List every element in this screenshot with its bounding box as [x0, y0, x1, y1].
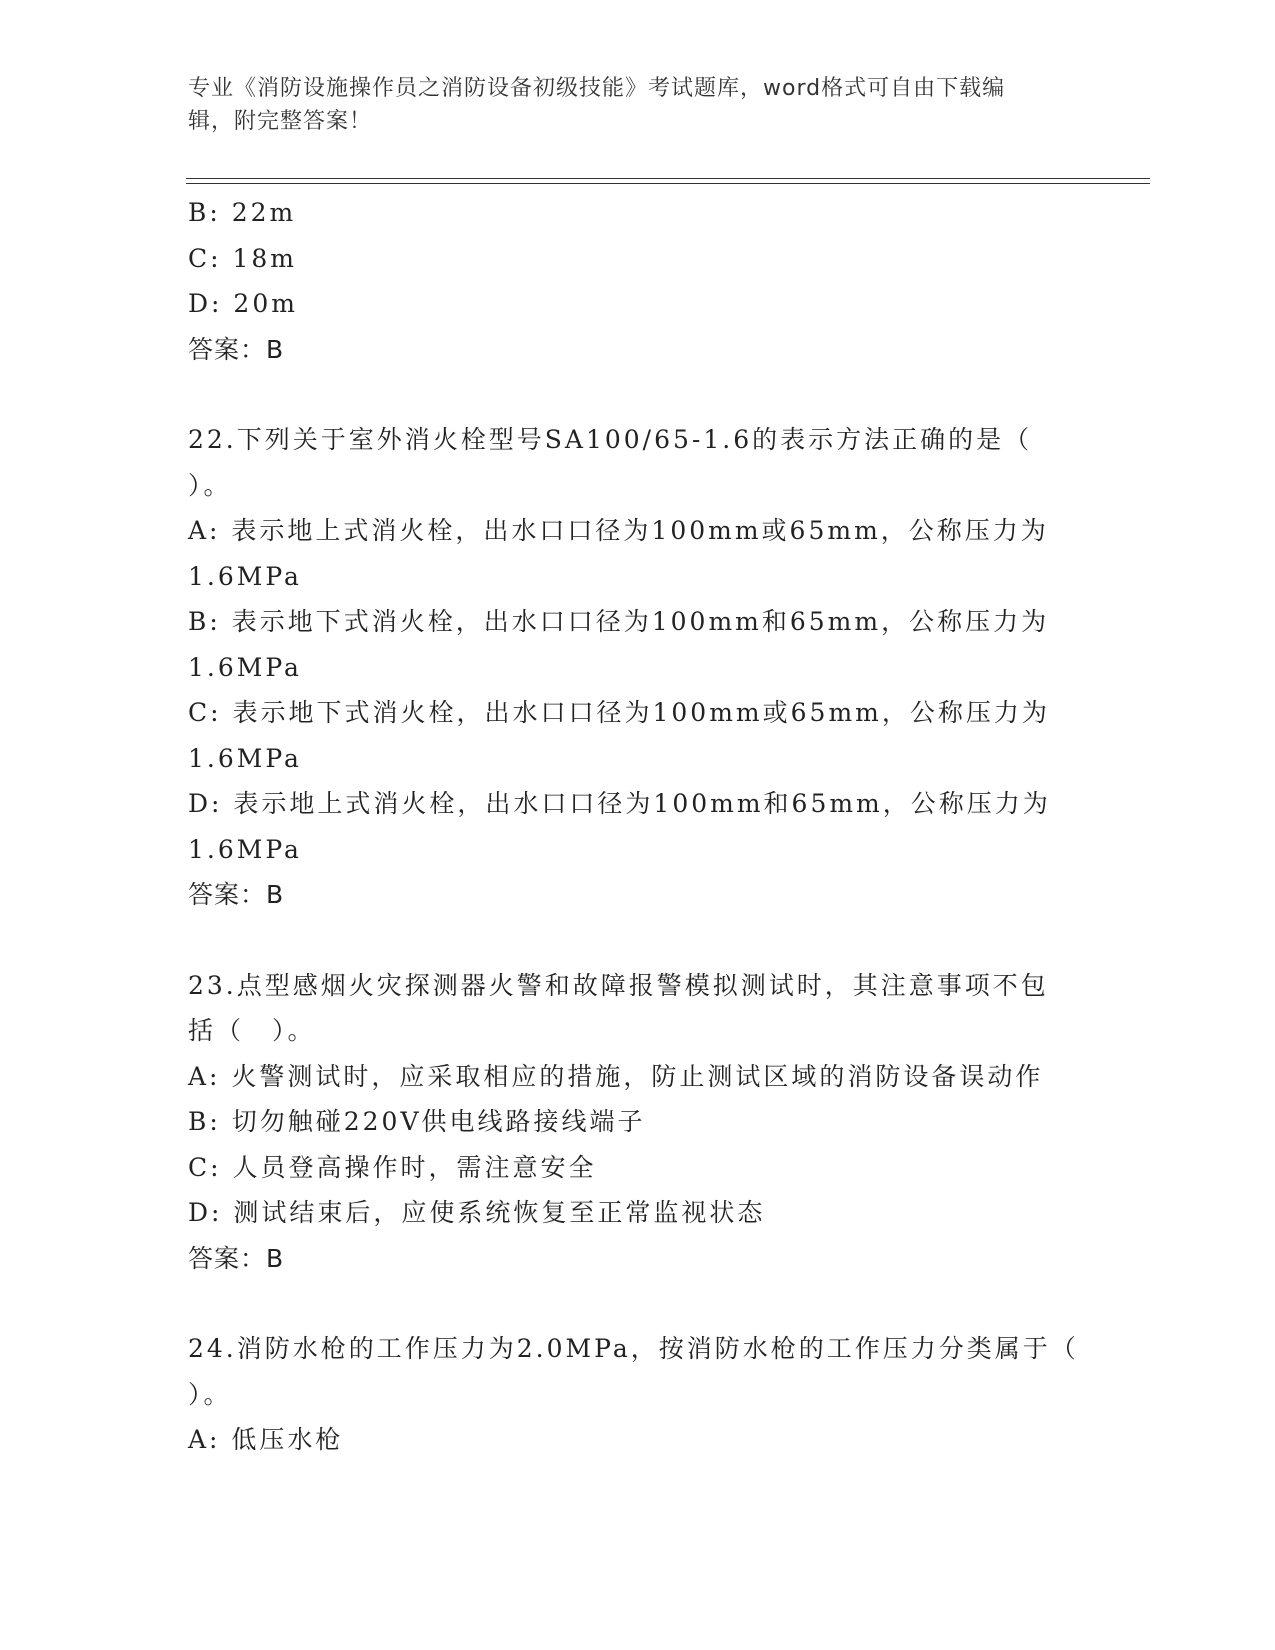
question-24 — [188, 1326, 1088, 1463]
option-a: A: 低压水枪 — [188, 1425, 344, 1454]
spacer — [188, 372, 1088, 417]
option-d: D: 测试结束后，应使系统恢复至正常监视状态 — [188, 1198, 766, 1227]
document-header — [188, 72, 1068, 138]
question-22 — [188, 417, 1088, 918]
option-b: B: 表示地下式消火栓，出水口口径为100mm和65mm，公称压力为 — [188, 607, 1050, 636]
spacer — [188, 1281, 1088, 1326]
option-c: C: 18m — [188, 243, 298, 273]
answer-line: 答案：B — [188, 334, 285, 364]
header-line-1: 专业《消防设施操作员之消防设备初级技能》考试题库，word格式可自由下载编 — [188, 76, 1006, 101]
question-23 — [188, 963, 1088, 1282]
option-d: D: 20m — [188, 289, 298, 318]
question-stem: 24.消防水枪的工作压力为2.0MPa，按消防水枪的工作压力分类属于（ — [188, 1334, 1079, 1363]
question-stem-cont: ）。 — [188, 1379, 232, 1409]
question-21-tail — [188, 190, 1088, 372]
header-rule-bottom — [186, 183, 1150, 184]
option-b: B: 22m — [188, 198, 297, 227]
option-c: C: 人员登高操作时，需注意安全 — [188, 1152, 597, 1182]
question-stem: 22.下列关于室外消火栓型号SA100/65-1.6的表示方法正确的是（ — [188, 425, 1033, 454]
option-b-cont: 1.6MPa — [188, 652, 302, 682]
option-a-cont: 1.6MPa — [188, 561, 302, 591]
answer-line: 答案：B — [188, 880, 285, 909]
option-a: A: 火警测试时，应采取相应的措施，防止测试区域的消防设备误动作 — [188, 1061, 1044, 1091]
answer-line: 答案：B — [188, 1243, 285, 1273]
spacer — [188, 918, 1088, 963]
option-a: A: 表示地上式消火栓，出水口口径为100mm或65mm，公称压力为 — [188, 516, 1049, 545]
option-d-cont: 1.6MPa — [188, 834, 302, 864]
header-line-2: 辑，附完整答案！ — [188, 109, 373, 134]
option-c: C: 表示地下式消火栓，出水口口径为100mm或65mm，公称压力为 — [188, 698, 1050, 727]
option-c-cont: 1.6MPa — [188, 743, 302, 773]
option-d: D: 表示地上式消火栓，出水口口径为100mm和65mm，公称压力为 — [188, 789, 1051, 818]
question-content — [188, 190, 1088, 1463]
question-stem-cont: ）。 — [188, 470, 232, 500]
option-b: B: 切勿触碰220V供电线路接线端子 — [188, 1107, 646, 1136]
question-stem-cont: 括（ ）。 — [188, 1016, 316, 1045]
header-rule-top — [186, 178, 1150, 179]
question-stem: 23.点型感烟火灾探测器火警和故障报警模拟测试时，其注意事项不包 — [188, 970, 1049, 1000]
